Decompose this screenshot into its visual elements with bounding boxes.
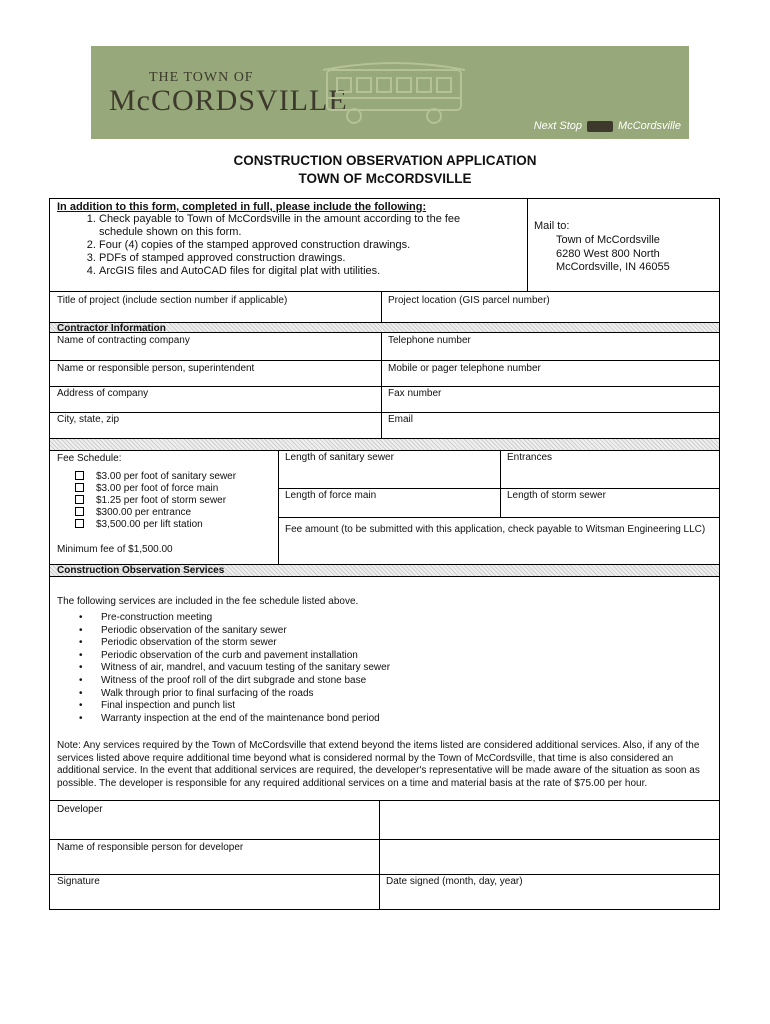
telephone-label: Telephone number: [388, 335, 471, 346]
tagline-right: McCordsville: [618, 120, 681, 132]
responsible-person-field[interactable]: [50, 361, 381, 386]
list-item: • Warranty inspection at the end of the maintenance bond period: [79, 713, 390, 726]
signature-field[interactable]: [50, 875, 379, 909]
developer-field[interactable]: [50, 801, 379, 839]
fee-amount-field[interactable]: [279, 518, 719, 564]
services-intro: The following services are included in the fee schedule listed above.: [57, 596, 359, 607]
company-address-field[interactable]: [50, 387, 381, 412]
responsible-person-label: Name or responsible person, superintendent: [57, 363, 255, 374]
tagline-left: Next Stop: [533, 120, 583, 132]
storm-sewer-label: Length of storm sewer: [507, 490, 606, 501]
divider: [527, 199, 528, 291]
sanitary-sewer-length-field[interactable]: [279, 451, 500, 488]
fax-field[interactable]: [382, 387, 719, 412]
fee-item[interactable]: $3.00 per foot of force main: [75, 483, 236, 495]
application-form: [49, 198, 720, 910]
project-location-field[interactable]: [382, 292, 719, 322]
email-field[interactable]: [382, 413, 719, 438]
list-item: • Periodic observation of the storm sewer: [79, 637, 390, 650]
project-title-field[interactable]: [50, 292, 381, 322]
fee-item[interactable]: $300.00 per entrance: [75, 507, 236, 519]
services-list: [79, 612, 390, 725]
email-label: Email: [388, 414, 414, 425]
small-trolley-icon: [587, 121, 613, 132]
sanitary-sewer-label: Length of sanitary sewer: [285, 452, 394, 463]
checkbox-icon[interactable]: [75, 483, 84, 492]
intro-item: 4. ArcGIS files and AutoCAD files for digital plat with utilities.: [99, 265, 499, 278]
project-location-label: Project location (GIS parcel number): [388, 295, 550, 306]
intro-item: 1. Check payable to Town of McCordsville in the amount according to the fee schedule shown on this form.: [99, 213, 499, 239]
divider: [379, 800, 380, 910]
date-signed-label: Date signed (month, day, year): [386, 876, 523, 887]
contracting-company-label: Name of contracting company: [57, 335, 190, 346]
checkbox-icon[interactable]: [75, 519, 84, 528]
company-address-label: Address of company: [57, 388, 149, 399]
divider: [381, 333, 382, 438]
force-main-length-field[interactable]: [279, 489, 500, 517]
tagline: [534, 120, 681, 132]
list-item: • Witness of air, mandrel, and vacuum testing of the sanitary sewer: [79, 662, 390, 675]
intro-heading: In addition to this form, completed in full, please include the following:: [57, 201, 427, 213]
fee-amount-label: Fee amount (to be submitted with this application, check payable to Witsman Engineering LLC): [285, 524, 706, 535]
developer-responsible-field[interactable]: [50, 840, 379, 874]
mail-line: Town of McCordsville: [556, 234, 660, 246]
additional-services-note: Note: Any services required by the Town of McCordsville that extend beyond the items listed are considered additional services. Also, if any of the services listed above require additional time beyond what is considered normal by the Town of McCordsville, that time is also considered an additional service. In the event that additional services are required, the developer's representative will be made aware of the situation as soon as possible. The developer is responsible for any required additional services on a time and material basis at the rate of $75.00 per hour.: [57, 740, 700, 789]
developer-label: Developer: [57, 804, 103, 815]
page-subtitle: TOWN OF McCORDSVILLE: [298, 171, 472, 186]
date-signed-field[interactable]: [380, 875, 719, 909]
project-title-label: Title of project (include section number if applicable): [57, 295, 288, 306]
mail-to-label: Mail to:: [534, 220, 570, 232]
intro-instructions: [57, 201, 499, 278]
fee-schedule-list: [75, 471, 236, 531]
services-section-title: Construction Observation Services: [57, 565, 225, 576]
developer-responsible-extra-field[interactable]: [380, 840, 719, 874]
minimum-fee-label: Minimum fee of $1,500.00: [57, 544, 173, 555]
mail-line: 6280 West 800 North: [556, 247, 660, 260]
signature-label: Signature: [57, 876, 100, 887]
city-state-zip-field[interactable]: [50, 413, 381, 438]
force-main-label: Length of force main: [285, 490, 377, 501]
header-banner: [91, 46, 689, 139]
fee-item[interactable]: $1.25 per foot of storm sewer: [75, 495, 236, 507]
logo-town-name: McCORDSVILLE: [109, 84, 348, 117]
page-title: CONSTRUCTION OBSERVATION APPLICATION: [233, 153, 537, 168]
trolley-icon: [319, 58, 469, 128]
contractor-section-title: Contractor Information: [57, 323, 166, 334]
list-item: • Witness of the proof roll of the dirt subgrade and stone base: [79, 675, 390, 688]
entrances-label: Entrances: [507, 452, 553, 463]
mobile-label: Mobile or pager telephone number: [388, 363, 541, 374]
intro-item: 2. Four (4) copies of the stamped approved construction drawings.: [99, 239, 499, 252]
list-item: • Periodic observation of the curb and pavement installation: [79, 650, 390, 663]
checkbox-icon[interactable]: [75, 507, 84, 516]
checkbox-icon[interactable]: [75, 495, 84, 504]
telephone-field[interactable]: [382, 333, 719, 360]
logo-the-town-of: THE TOWN OF: [149, 70, 254, 85]
checkbox-icon[interactable]: [75, 471, 84, 480]
list-item: • Final inspection and punch list: [79, 700, 390, 713]
fee-item[interactable]: $3,500.00 per lift station: [75, 519, 236, 531]
mail-line: McCordsville, IN 46055: [556, 261, 670, 273]
list-item: • Walk through prior to final surfacing of the roads: [79, 688, 390, 701]
storm-sewer-length-field[interactable]: [501, 489, 719, 517]
developer-extra-field[interactable]: [380, 801, 719, 839]
intro-item: 3. PDFs of stamped approved construction drawings.: [99, 252, 499, 265]
developer-responsible-label: Name of responsible person for developer: [57, 842, 244, 853]
entrances-field[interactable]: [501, 451, 719, 488]
section-bar: [50, 438, 719, 451]
mobile-field[interactable]: [382, 361, 719, 386]
mail-address: [556, 234, 670, 275]
fee-item[interactable]: $3.00 per foot of sanitary sewer: [75, 471, 236, 483]
city-state-zip-label: City, state, zip: [57, 414, 120, 425]
list-item: • Periodic observation of the sanitary sewer: [79, 625, 390, 638]
contracting-company-field[interactable]: [50, 333, 381, 360]
list-item: • Pre-construction meeting: [79, 612, 390, 625]
fee-schedule-label: Fee Schedule:: [57, 453, 122, 464]
fax-label: Fax number: [388, 388, 442, 399]
